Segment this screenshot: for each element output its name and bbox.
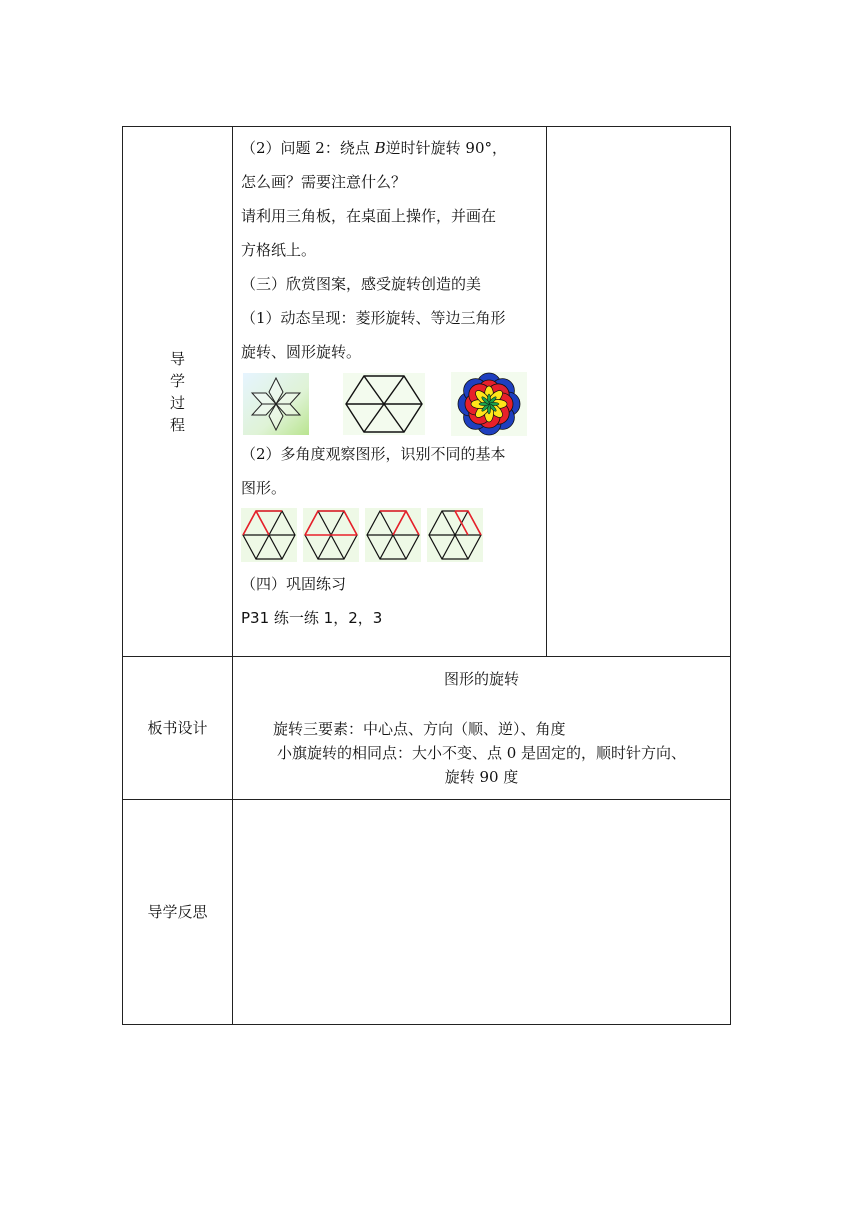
hexagon-rotation-image (343, 373, 425, 435)
hexagon-shape-3-image (365, 508, 421, 562)
board-content-cell (233, 657, 731, 800)
section-4-title: （四）巩固练习 (241, 575, 347, 593)
board-line2: 小旗旋转的相同点：大小不变、点 0 是固定的，顺时针方向、 (276, 744, 687, 762)
hexagon-shape-1-image (241, 508, 297, 562)
reflection-row (123, 800, 731, 1025)
dynamic-line1: （1）动态呈现：菱形旋转、等边三角形 (241, 309, 506, 327)
instruction-line2: 方格纸上。 (241, 241, 317, 259)
observe-line1: （2）多角度观察图形，识别不同的基本 (241, 445, 506, 463)
process-note-cell (547, 127, 731, 657)
board-label: 板书设计 (123, 657, 233, 800)
observe-line2: 图形。 (241, 479, 287, 497)
board-row (123, 657, 731, 800)
process-label: 导 学 过 程 (169, 349, 185, 434)
instruction-line1: 请利用三角板，在桌面上操作，并画在 (241, 207, 497, 225)
hexagon-shape-2-image (303, 508, 359, 562)
rotation-images-row (241, 371, 538, 437)
reflection-content-cell (233, 800, 731, 1025)
board-line1: 旋转三要素：中心点、方向（顺、逆）、角度 (273, 720, 566, 738)
question-2-line2: 怎么画？需要注意什么？ (241, 173, 407, 191)
reflection-label: 导学反思 (123, 800, 233, 1025)
dynamic-line2: 旋转、圆形旋转。 (241, 343, 362, 361)
flower-rotation-image (451, 372, 527, 436)
board-line3: 旋转 90 度 (444, 768, 519, 786)
hexagon-basic-shapes-row (241, 507, 538, 563)
question-2-line1: （2）问题 2：绕点 B逆时针旋转 90°， (241, 139, 508, 157)
section-3-title: （三）欣赏图案，感受旋转创造的美 (241, 275, 482, 293)
process-row (123, 127, 731, 657)
board-title: 图形的旋转 (443, 670, 519, 688)
practice-line: P31 练一练 1，2，3 (241, 609, 383, 627)
process-content-cell (233, 127, 547, 657)
rhombus-rotation-image (243, 373, 309, 435)
hexagon-shape-4-image (427, 508, 483, 562)
process-label-cell (123, 127, 233, 657)
lesson-table (122, 126, 731, 1025)
